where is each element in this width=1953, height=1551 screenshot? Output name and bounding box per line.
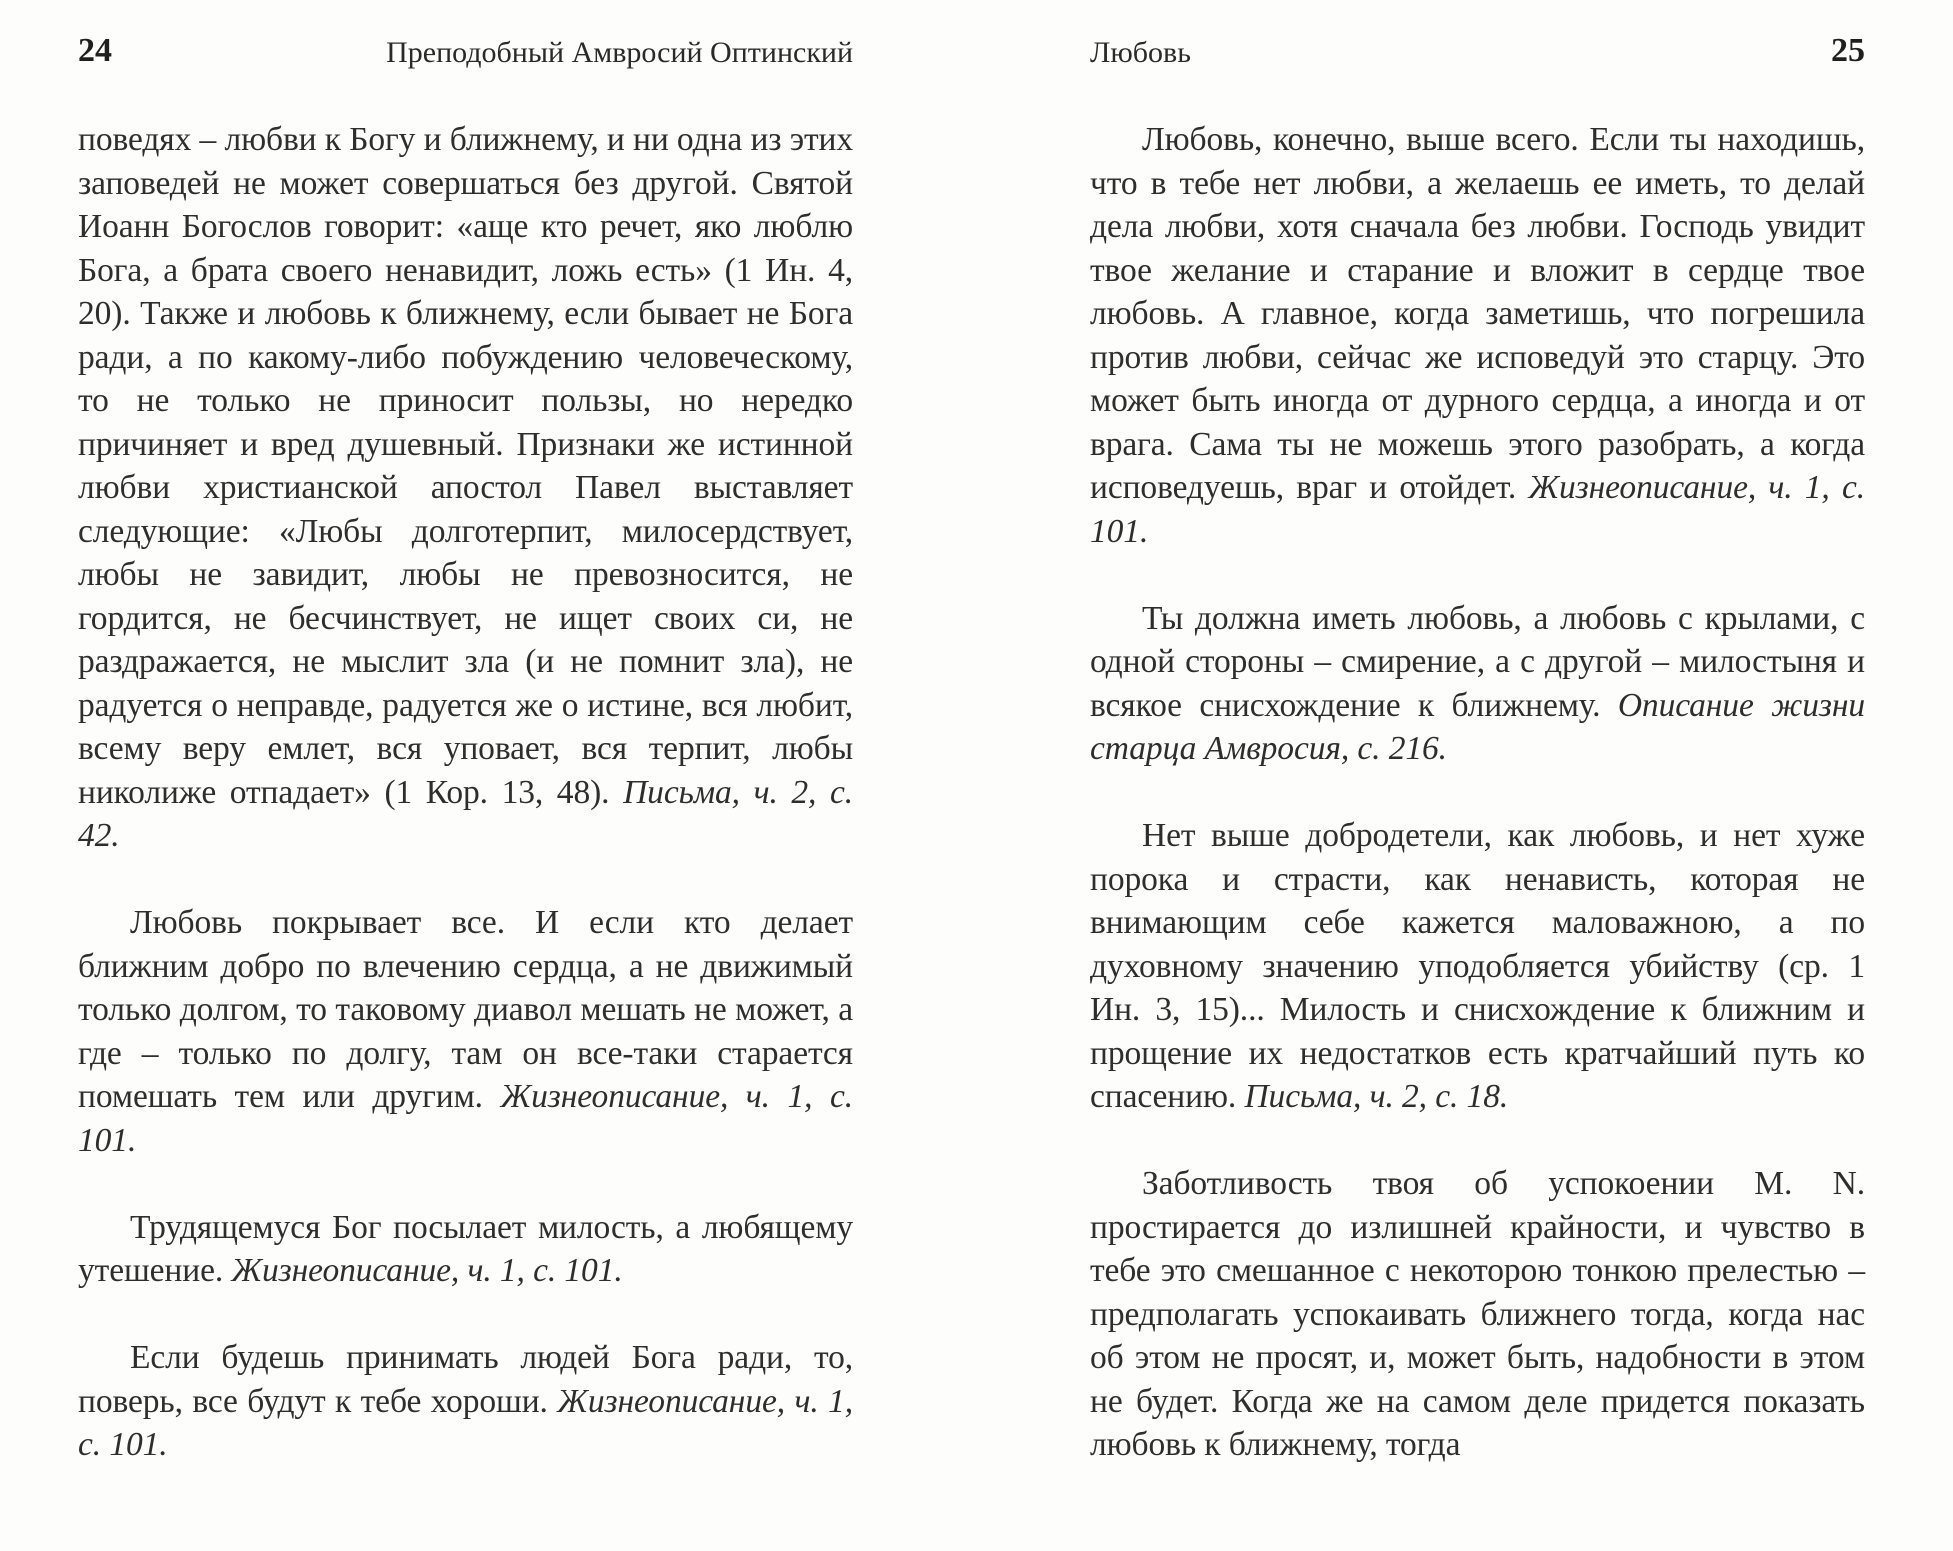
paragraph-text: Заботливость твоя об успокоении M. N. простирается до излишней крайности, и чувство в тебе это смешанное с некоторою тонкою прелестью – предполагать успокаивать ближнего тогда, когда нас об этом не просят, и, может быть, надобности в этом не будет. Когда же на самом деле придется показать любовь к ближнему, тогда xyxy=(1090,1165,1865,1463)
paragraph-text: Любовь, конечно, выше всего. Если ты находишь, что в тебе нет любви, а желаешь ее иметь, то делай дела любви, хотя сначала без любви. Господь увидит твое желание и старание и вложит в сердце твое любовь. А главное, когда заметишь, что погрешила против любви, сейчас же исповедуй это старцу. Это может быть иногда от дурного сердца, а иногда и от врага. Сама ты не можешь этого разобрать, а когда исповедуешь, враг и отойдет. xyxy=(1090,121,1865,506)
paragraph-text: Ты должна иметь любовь, а любовь с крылами, с одной стороны – смирение, а с другой – милостыня и всякое снисхождение к ближнему. xyxy=(1090,599,1865,724)
left-page-body xyxy=(78,118,853,1467)
left-page xyxy=(78,0,853,1551)
left-running-title: Преподобный Амвросий Оптинский xyxy=(386,36,853,69)
paragraph xyxy=(78,1336,853,1467)
right-page-body xyxy=(1090,118,1865,1467)
source-citation: Жизнеописание, ч. 1, с. 101. xyxy=(78,1078,854,1159)
source-citation: Жизнеописание, ч. 1, с. 101. xyxy=(78,1382,853,1463)
paragraph-text: Любовь покрывает все. И если кто делает ближним добро по влечению сердца, а не движимый только долгом, то таковому диавол мешать не может, а где – только по долгу, там он все-таки старается помешать тем или другим. xyxy=(78,904,853,1115)
paragraph-text: Нет выше добродетели, как любовь, и нет хуже порока и страсти, как ненависть, которая не внимающим себе кажется маловажною, а по духовному значению уподобляется убийству (ср. 1 Ин. 3, 15)... Милость и снисхождение к ближним и прощение их недостатков есть кратчайший путь ко спасению. xyxy=(1090,817,1865,1115)
source-citation: Письма, ч. 2, с. 42. xyxy=(78,773,854,854)
paragraph xyxy=(1090,597,1865,771)
paragraph xyxy=(78,118,853,858)
right-page-number: 25 xyxy=(1831,32,1865,69)
paragraph-text: Трудящемуся Бог посылает милость, а любящему утешение. xyxy=(78,1208,853,1289)
source-citation: Жизнеописание, ч. 1, с. 101. xyxy=(231,1252,623,1289)
paragraph xyxy=(1090,1162,1865,1467)
paragraph xyxy=(1090,814,1865,1119)
right-running-title: Любовь xyxy=(1090,36,1191,69)
right-page xyxy=(1090,0,1865,1551)
paragraph xyxy=(78,901,853,1162)
paragraph-text: поведях – любви к Богу и ближнему, и ни одна из этих заповедей не может совершаться без другой. Святой Иоанн Богослов говорит: «аще кто речет, яко люблю Бога, а брата своего ненавидит, ложь есть» (1 Ин. 4, 20). Также и любовь к ближнему, если бывает не Бога ради, а по какому-либо побуждению человеческому, то не только не приносит пользы, но нередко причиняет и вред душевный. Признаки же истинной любви христианской апостол Павел выставляет следующие: «Любы долготерпит, милосердствует, любы не завидит, любы не превозносится, не гордится, не бесчинствует, не ищет своих си, не раздражается, не мыслит зла (и не помнит зла), не радуется о неправде, радуется же о истине, вся любит, всему веру емлет, вся уповает, вся терпит, любы николиже отпадает» (1 Кор. 13, 48). xyxy=(78,121,853,811)
source-citation: Жизнеописание, ч. 1, с. 101. xyxy=(1090,469,1865,550)
paragraph xyxy=(1090,118,1865,553)
left-page-number: 24 xyxy=(78,32,112,69)
paragraph xyxy=(78,1206,853,1293)
source-citation: Описание жизни старца Амвросия, с. 216. xyxy=(1090,686,1865,767)
left-running-head xyxy=(78,0,853,100)
source-citation: Письма, ч. 2, с. 18. xyxy=(1244,1078,1509,1115)
paragraph-text: Если будешь принимать людей Бога ради, то, поверь, все будут к тебе хороши. xyxy=(78,1339,853,1420)
right-running-head xyxy=(1090,0,1865,100)
